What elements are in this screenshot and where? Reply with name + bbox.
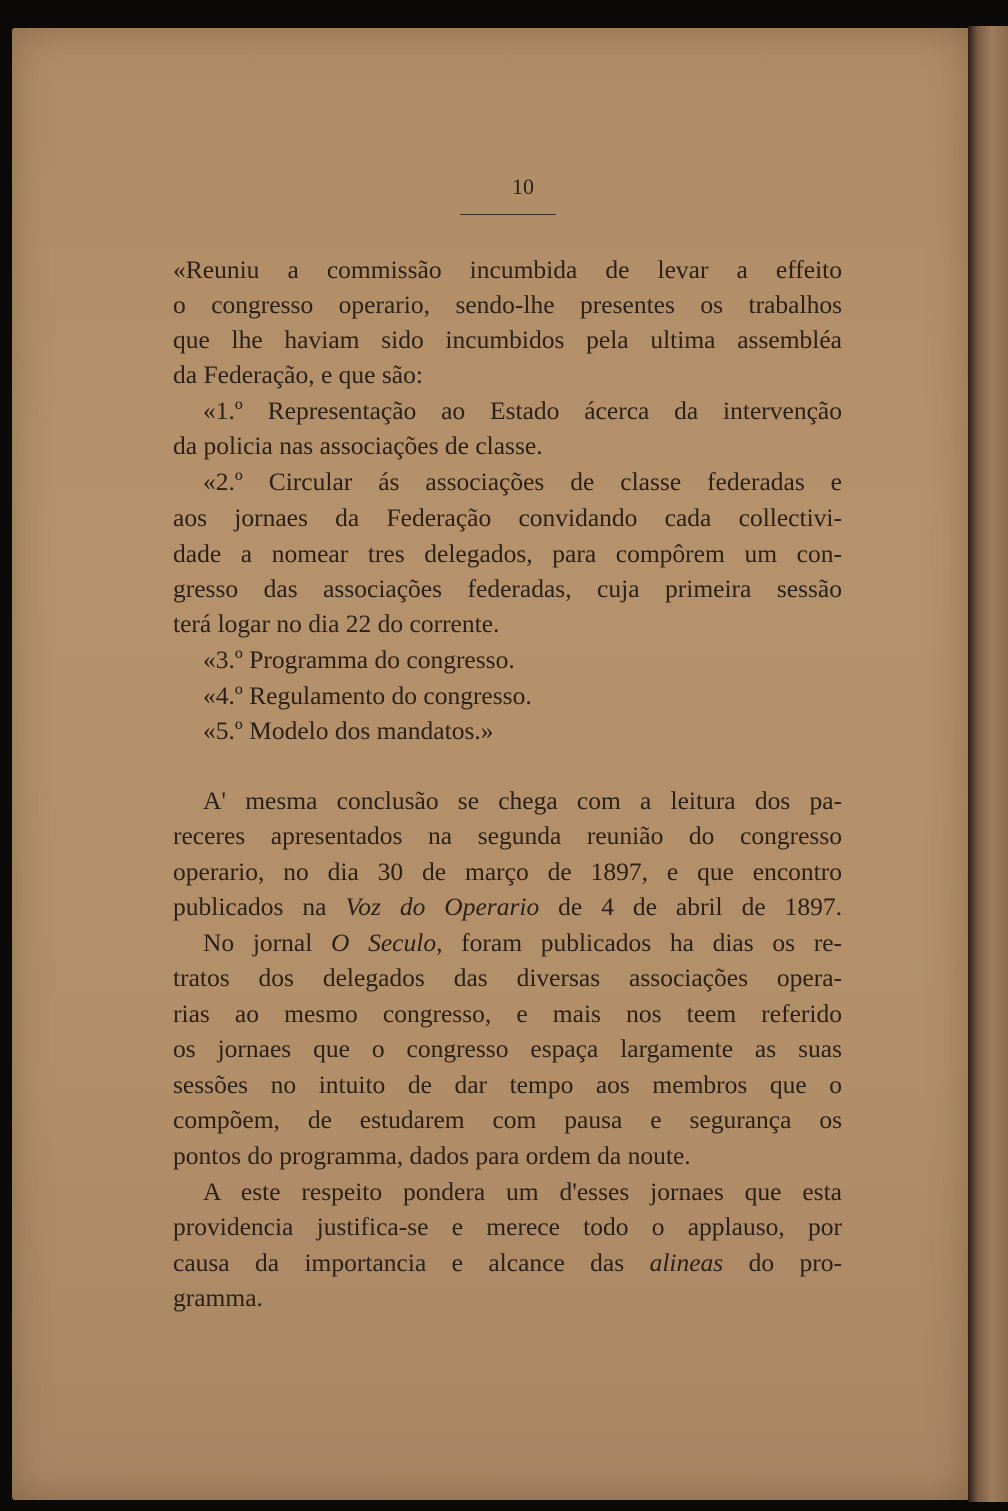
text-run: do pro-: [748, 1248, 842, 1277]
text-line: pontos do programma, dados para ordem da noute.: [173, 1141, 691, 1170]
italic-word-alineas: alineas: [649, 1248, 724, 1277]
page-number: 10: [512, 174, 534, 199]
text-run: No jornal: [203, 928, 313, 957]
text-line: receres apresentados na segunda reunião do congresso: [173, 821, 842, 850]
text-line-mixed: [173, 890, 842, 924]
text-line-mixed: [173, 1246, 842, 1280]
text-line: aos jornaes da Federação convidando cada collectivi-: [173, 503, 842, 532]
text-line: gresso das associações federadas, cuja primeira sessão: [173, 574, 842, 603]
text-line: «4.º Regulamento do congresso.: [203, 681, 532, 710]
text-line: os jornaes que o congresso espaça largamente as suas: [173, 1034, 842, 1063]
text-line: «5.º Modelo dos mandatos.»: [203, 716, 494, 745]
text-line: operario, no dia 30 de março de 1897, e que encontro: [173, 857, 842, 886]
text-line: dade a nomear tres delegados, para compôrem um con-: [173, 539, 842, 568]
header-rule: [460, 214, 556, 215]
text-line: o congresso operario, sendo-lhe presentes os trabalhos: [173, 290, 842, 319]
italic-title-o-seculo: O Seculo,: [331, 928, 443, 957]
text-line: tratos dos delegados das diversas associações opera-: [173, 963, 842, 992]
text-run: publicados na: [173, 892, 327, 921]
text-line: «3.º Programma do congresso.: [203, 645, 515, 674]
text-line: da policia nas associações de classe.: [173, 431, 543, 460]
text-line-mixed: [173, 926, 842, 960]
page-edge: [968, 26, 1008, 1502]
text-line: rias ao mesmo congresso, e mais nos teem referido: [173, 999, 842, 1028]
text-run: de 4 de abril de 1897.: [558, 892, 842, 921]
text-line: terá logar no dia 22 do corrente.: [173, 609, 500, 638]
text-line: «2.º Circular ás associações de classe federadas e: [203, 467, 842, 496]
text-line: A este respeito pondera um d'esses jornaes que esta: [203, 1177, 842, 1206]
text-run: causa da importancia e alcance das: [173, 1248, 625, 1277]
text-run: foram publicados ha dias os re-: [461, 928, 843, 957]
text-line: providencia justifica-se e merece todo o applauso, por: [173, 1212, 842, 1241]
text-line: compõem, de estudarem com pausa e segurança os: [173, 1105, 842, 1134]
text-line: gramma.: [173, 1283, 263, 1312]
text-line: da Federação, e que são:: [173, 360, 423, 389]
text-line: «Reuniu a commissão incumbida de levar a effeito: [173, 255, 842, 284]
text-line: que lhe haviam sido incumbidos pela ultima assembléa: [173, 325, 842, 354]
text-line: «1.º Representação ao Estado ácerca da intervenção: [203, 396, 842, 425]
text-line: sessões no intuito de dar tempo aos membros que o: [173, 1070, 842, 1099]
italic-title-voz-do-operario: Voz do Operario: [345, 892, 540, 921]
text-line: A' mesma conclusão se chega com a leitura dos pa-: [203, 786, 842, 815]
